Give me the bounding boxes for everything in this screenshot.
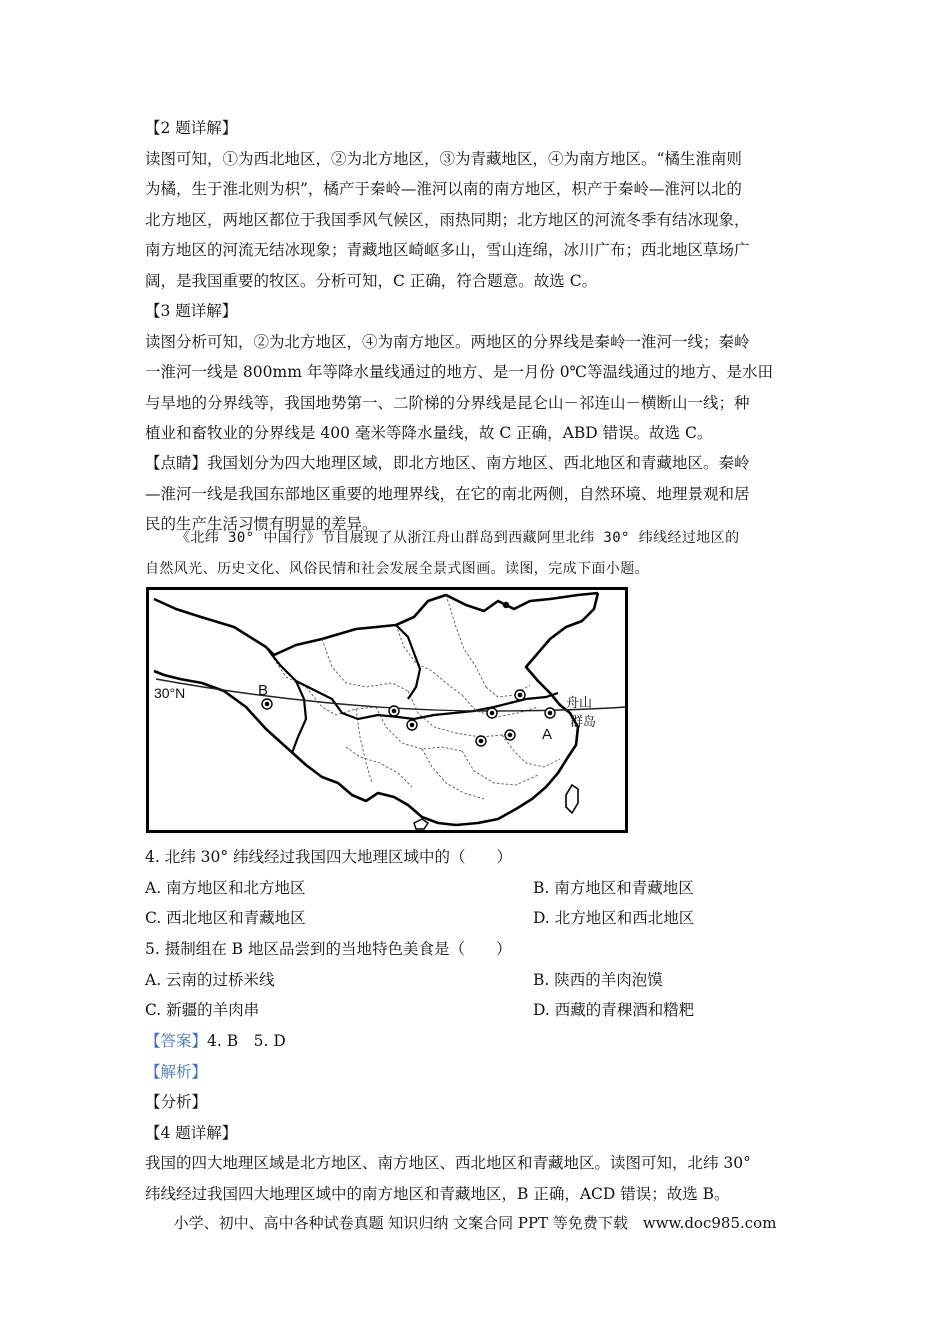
q5-stem: 5. 摄制组在 B 地区品尝到的当地特色美食是（ ） (145, 940, 512, 958)
marker-chongqing (407, 720, 417, 730)
fenxi-tag: 【分析】 (145, 1093, 208, 1111)
marker-nanchang (505, 730, 515, 740)
q2-detail-section (145, 113, 810, 296)
q4-option-c[interactable]: C. 西北地区和青藏地区 (145, 909, 306, 927)
q3-detail-heading: 【3 题详解】 (145, 302, 238, 320)
answer-tag: 【答案】 (145, 1032, 208, 1050)
q4-detail-line: 纬线经过我国四大地理区域中的南方地区和青藏地区，B 正确，ACD 错误；故选 B。 (145, 1184, 730, 1203)
q4-detail-heading: 【4 题详解】 (145, 1123, 238, 1142)
answer-line (145, 1026, 810, 1057)
intro-section (145, 523, 810, 585)
q3-detail-section (145, 296, 810, 449)
answer-section (145, 1026, 810, 1209)
question-4 (145, 842, 810, 934)
q4-option-a[interactable]: A. 南方地区和北方地区 (145, 878, 306, 897)
analysis-tag: 【解析】 (145, 1062, 208, 1081)
marker-changsha (476, 736, 486, 746)
latitude-label: 30°N (154, 685, 186, 701)
q2-detail-line: 为橘，生于淮北则为枳”，橘产于秦岭—淮河以南的南方地区，枳产于秦岭—淮河以北的 (145, 180, 742, 198)
q5-option-c[interactable]: C. 新疆的羊肉串 (145, 1001, 260, 1019)
q4-detail-line: 我国的四大地理区域是北方地区、南方地区、西北地区和青藏地区。读图可知，北纬 30° (145, 1154, 751, 1172)
q5-option-b[interactable]: B. 陕西的羊肉泡馍 (533, 970, 663, 989)
q5-option-d[interactable]: D. 西藏的青稞酒和糌粑 (533, 1001, 695, 1019)
point-b-label: B (258, 682, 269, 699)
q4-option-b[interactable]: B. 南方地区和青藏地区 (533, 878, 694, 897)
answer-value: 4. B 5. D (207, 1032, 286, 1050)
zhoushan-label-line1: 舟山 (566, 696, 593, 711)
marker-a (545, 708, 555, 718)
marker-hefei (515, 690, 525, 700)
marker-beijing (504, 603, 509, 608)
marker-b (262, 699, 272, 709)
marker-wuhan (487, 708, 497, 718)
q3-detail-line: 植业和畜牧业的分界线是 400 毫米等降水量线，故 C 正确，ABD 错误。故选 C。 (145, 424, 713, 442)
q4-options-row-2 (145, 903, 810, 934)
intro-line: 《北纬 30° 中国行》节目展现了从浙江舟山群岛到西藏阿里北纬 30° 纬线经过地区的 (176, 530, 740, 546)
q5-options-row-2 (145, 995, 810, 1026)
q2-detail-heading: 【2 题详解】 (145, 119, 238, 137)
q4-stem: 4. 北纬 30° 纬线经过我国四大地理区域中的（ ） (145, 848, 513, 866)
intro-line: 自然风光、历史文化、风俗民情和社会发展全景式图画。读图，完成下面小题。 (145, 561, 649, 577)
tip-line: 民的生产生活习惯有明显的差异。 (145, 515, 378, 533)
q2-detail-line: 阔，是我国重要的牧区。分析可知，C 正确，符合题意。故选 C。 (145, 271, 598, 290)
q5-option-a[interactable]: A. 云南的过桥米线 (145, 970, 275, 989)
q2-detail-line: 读图可知，①为西北地区，②为北方地区，③为青藏地区，④为南方地区。“橘生淮南则 (145, 149, 742, 168)
question-5 (145, 934, 810, 1026)
q4-options-row-1 (145, 873, 810, 904)
china-latitude-map (146, 587, 628, 833)
q3-detail-line: 一淮河一线是 800mm 年等降水量线通过的地方、是一月份 0℃等温线通过的地方、是水田 (145, 363, 773, 381)
tip-line: —淮河一线是我国东部地区重要的地理界线，在它的南北两侧，自然环境、地理景观和居 (145, 484, 750, 503)
zhoushan-label-line2: 群岛 (570, 715, 597, 730)
q2-detail-line: 南方地区的河流无结冰现象；青藏地区崎岖多山，雪山连绵，冰川广布；西北地区草场广 (145, 241, 750, 259)
point-a-label: A (542, 726, 553, 743)
tip-line: 【点睛】我国划分为四大地理区域，即北方地区、南方地区、西北地区和青藏地区。秦岭 (145, 454, 750, 472)
q5-options-row-1 (145, 965, 810, 996)
page-footer: 小学、初中、高中各种试卷真题 知识归纳 文案合同 PPT 等免费下载 www.doc985.com (173, 1214, 777, 1232)
q4-option-d[interactable]: D. 北方地区和西北地区 (533, 909, 695, 927)
marker-chengdu (389, 706, 399, 716)
q3-detail-line: 读图分析可知，②为北方地区，④为南方地区。两地区的分界线是秦岭一淮河一线；秦岭 (145, 332, 750, 351)
q3-detail-line: 与旱地的分界线等，我国地势第一、二阶梯的分界线是昆仑山－祁连山－横断山一线；种 (145, 393, 750, 412)
q2-detail-line: 北方地区，两地区都位于我国季风气候区，雨热同期；北方地区的河流冬季有结冰现象， (145, 210, 750, 229)
